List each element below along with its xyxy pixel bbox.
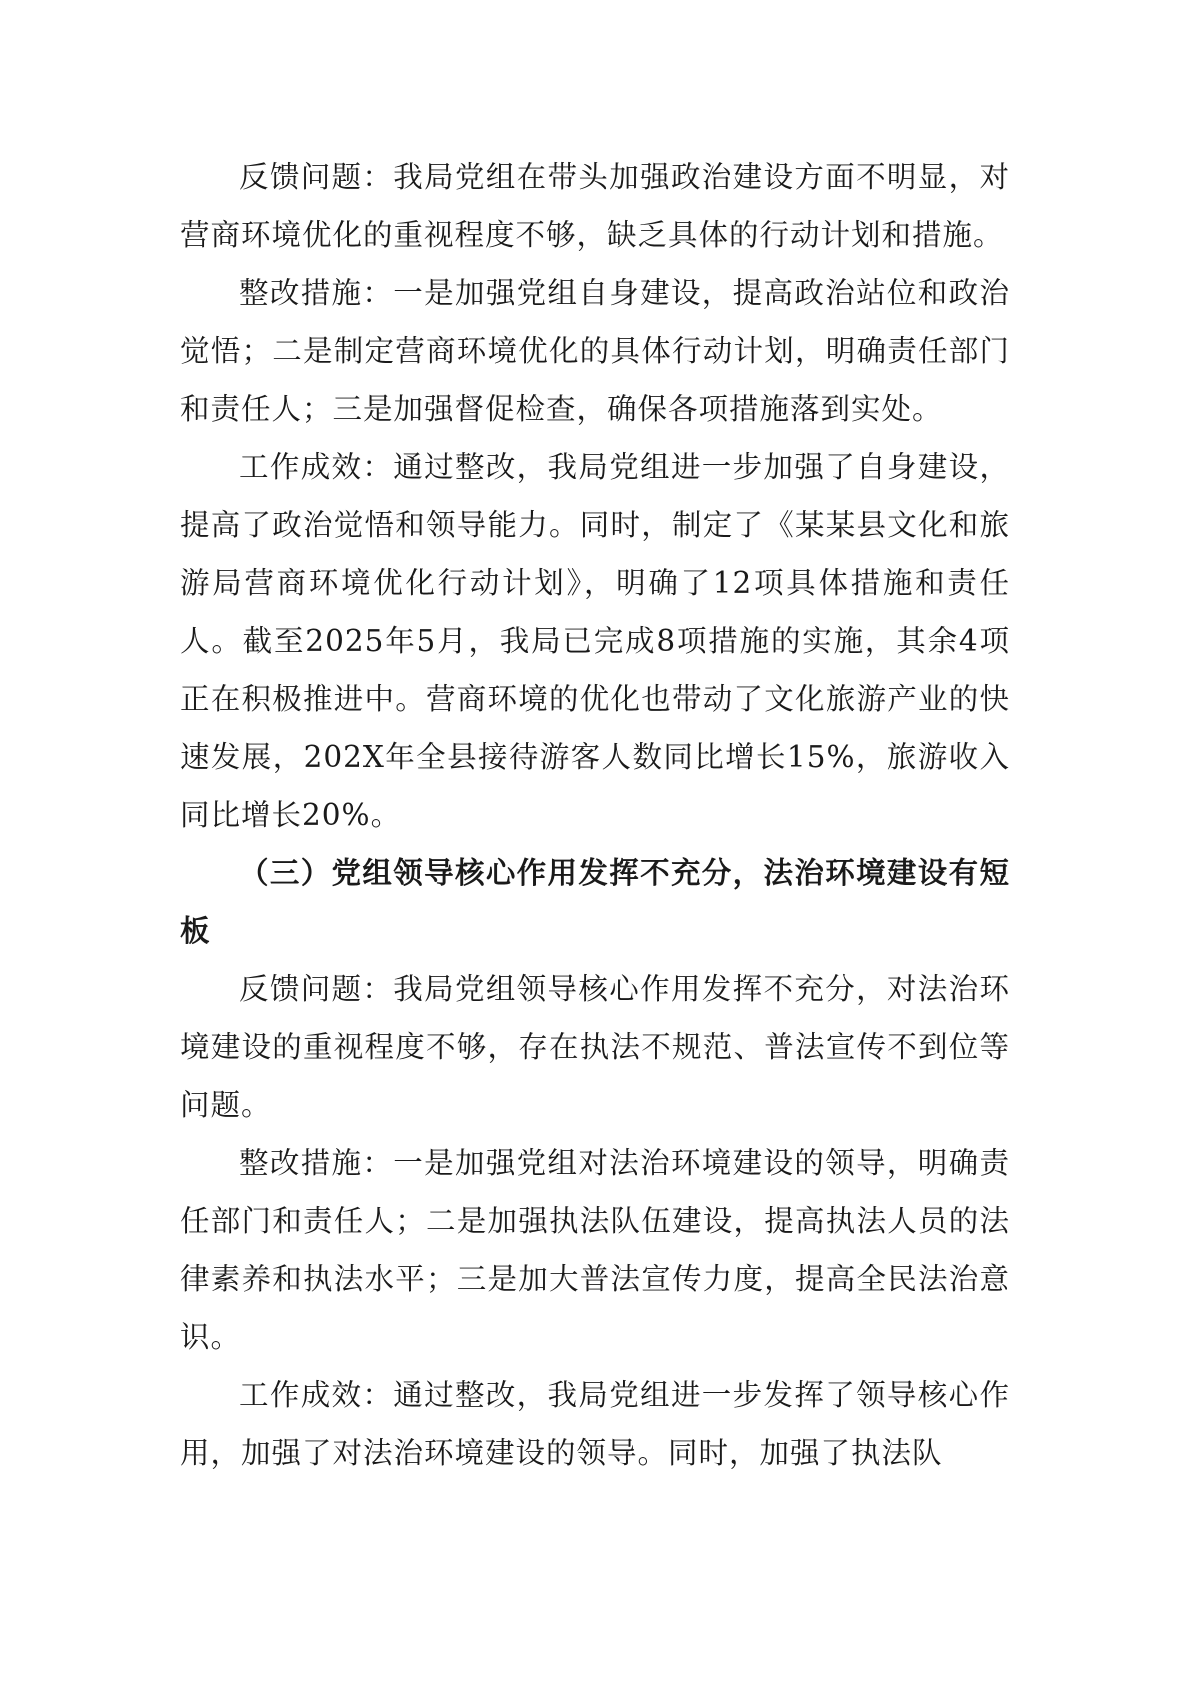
paragraph-rectification-measures-2: 整改措施：一是加强党组自身建设，提高政治站位和政治觉悟；二是制定营商环境优化的具体行动计划，明确责任部门和责任人；三是加强督促检查，确保各项措施落到实处。 bbox=[180, 276, 1010, 426]
paragraph-rectification-measures-3: 整改措施：一是加强党组对法治环境建设的领导，明确责任部门和责任人；二是加强执法队伍建设，提高执法人员的法律素养和执法水平；三是加大普法宣传力度，提高全民法治意识。 bbox=[180, 1146, 1010, 1354]
paragraph-work-results-3: 工作成效：通过整改，我局党组进一步发挥了领导核心作用，加强了对法治环境建设的领导。同时，加强了执法队 bbox=[180, 1378, 1010, 1470]
paragraph-feedback-issue-2: 反馈问题：我局党组在带头加强政治建设方面不明显，对营商环境优化的重视程度不够，缺乏具体的行动计划和措施。 bbox=[180, 160, 1010, 252]
paragraph-feedback-issue-3: 反馈问题：我局党组领导核心作用发挥不充分，对法治环境建设的重视程度不够，存在执法不规范、普法宣传不到位等问题。 bbox=[180, 972, 1010, 1122]
section-heading-3: （三）党组领导核心作用发挥不充分，法治环境建设有短板 bbox=[180, 855, 1010, 948]
paragraph-work-results-2: 工作成效：通过整改，我局党组进一步加强了自身建设，提高了政治觉悟和领导能力。同时，制定了《某某县文化和旅游局营商环境优化行动计划》，明确了12项具体措施和责任人。截至2025年5月，我局已完成8项措施的实施，其余4项正在积极推进中。营商环境的优化也带动了文化旅游产业的快速发展，202X年全县接待游客人数同比增长15%，旅游收入同比增长20%。 bbox=[180, 450, 1010, 832]
document-body bbox=[180, 148, 1010, 1482]
